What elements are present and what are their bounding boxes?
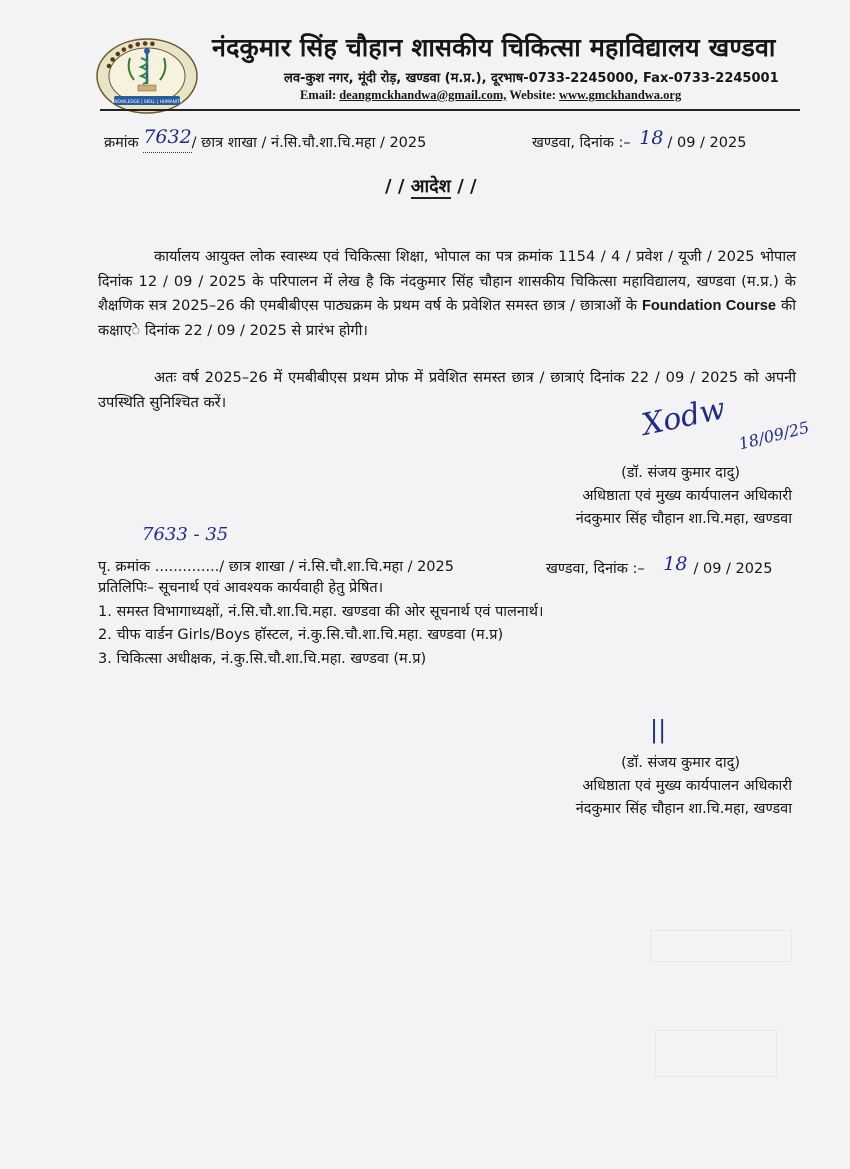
order-reference	[104, 126, 427, 153]
signatory-name: (डॉ. संजय कुमार दादु)	[621, 755, 740, 771]
copy-number-suffix: / छात्र शाखा / नं.सि.चौ.शा.चि.महा / 2025	[219, 559, 454, 575]
signature-block-2	[576, 752, 792, 821]
copy-reference	[98, 556, 454, 576]
list-item: 2. चीफ वार्डन Girls/Boys हॉस्टल, नं.कु.सि.चौ.शा.चि.महा. खण्डवा (म.प्र)	[98, 627, 504, 643]
signature-handwritten: Xodw	[638, 391, 729, 443]
copy-to-intro: प्रतिलिपिः– सूचनार्थ एवं आवश्यक कार्यवाही हेतु प्रेषित।	[98, 580, 384, 596]
copy-date	[546, 553, 773, 578]
order-date-handwritten: 18	[639, 127, 664, 149]
logo-motto: KNOWLEDGE | SKILL | HUMANITY	[111, 100, 183, 105]
para1-tail: की कक्षाएे दिनांक 22 / 09 / 2025 से प्रारंभ होगी।	[98, 297, 797, 339]
bleed-through-box	[650, 930, 792, 962]
para1-text: कार्यालय आयुक्त लोक स्वास्थ्य एवं चिकित्सा शिक्षा, भोपाल का पत्र क्रमांक 1154 / 4 / प्रवेश / यूजी / 2025 भोपाल दिनांक 12 / 09 / 2025 के परिपालन में लेख है कि नंदकुमार सिंह चौहान शासकीय चिकित्सा महाविद्यालय, खण्डवा (म.प्र.) के शैक्षणिक सत्र 2025–26 की एमबीबीएस पाठ्यक्रम के प्रथम वर्ष के प्रवेशित समस्त छात्र / छात्राओं के	[98, 248, 796, 314]
signatory-designation: अधिष्ठाता एवं मुख्य कार्यपालन अधिकारी	[582, 488, 792, 504]
heading-prefix: / /	[385, 176, 405, 197]
order-heading	[385, 174, 477, 198]
order-number-label: क्रमांक	[104, 135, 139, 151]
email-label: Email:	[300, 88, 337, 102]
copy-to-section	[98, 577, 543, 671]
website-label: Website:	[509, 88, 556, 102]
heading-title: आदेश	[410, 176, 451, 197]
website-link[interactable]: www.gmckhandwa.org	[559, 88, 682, 102]
letterhead-divider	[100, 109, 800, 111]
order-date	[532, 127, 747, 152]
order-date-suffix: / 09 / 2025	[667, 135, 747, 151]
signatory-institution: नंदकुमार सिंह चौहान शा.चि.महा, खण्डवा	[575, 801, 792, 817]
order-number-handwritten: 7632	[143, 126, 192, 148]
signature-date-handwritten: 18/09/25	[736, 417, 812, 454]
signatory-name: (डॉ. संजय कुमार दादु)	[621, 465, 740, 481]
order-number-field	[143, 126, 192, 153]
initial-mark-handwritten: ||	[650, 716, 667, 744]
copy-number-label: पृ. क्रमांक	[98, 559, 151, 575]
email-link[interactable]: deangmckhandwa@gmail.com,	[339, 88, 507, 102]
copy-date-label: खण्डवा, दिनांक :–	[546, 561, 645, 577]
list-item: 3. चिकित्सा अधीक्षक, नं.कु.सि.चौ.शा.चि.महा. खण्डवा (म.प्र)	[98, 650, 427, 667]
copy-number-blank: ..............	[154, 559, 220, 575]
copy-date-suffix: / 09 / 2025	[693, 561, 773, 577]
body-paragraph-1	[98, 245, 796, 343]
institution-address: लव-कुश नगर, मूंदी रोड़, खण्डवा (म.प्र.), दूरभाष-0733-2245000, Fax-0733-2245001	[284, 71, 779, 86]
contact-line	[300, 88, 681, 103]
list-item: 1. समस्त विभागाध्यक्षों, नं.सि.चौ.शा.चि.महा. खण्डवा की ओर सूचनार्थ एवं पालनार्थ।	[98, 603, 544, 620]
svg-text:● ● ● ● ● ● ● ●: ● ● ● ● ● ● ● ●	[104, 39, 156, 70]
signatory-designation: अधिष्ठाता एवं मुख्य कार्यपालन अधिकारी	[582, 778, 792, 794]
signatory-institution: नंदकुमार सिंह चौहान शा.चि.महा, खण्डवा	[575, 511, 792, 527]
signature-block-1	[576, 462, 792, 531]
bleed-through-box	[655, 1030, 777, 1077]
heading-suffix: / /	[457, 176, 477, 197]
copy-number-handwritten: 7633 - 35	[142, 524, 229, 545]
college-logo	[94, 36, 200, 116]
copy-date-handwritten: 18	[663, 553, 688, 575]
para2-text: अतः वर्ष 2025–26 में एमबीबीएस प्रथम प्रोफ में प्रवेशित समस्त छात्र / छात्राएं दिनांक 22 / 09 / 2025 को अपनी उपस्थिति सुनिश्चित करें।	[98, 369, 796, 411]
institution-title: नंदकुमार सिंह चौहान शासकीय चिकित्सा महाविद्यालय खण्डवा	[212, 33, 776, 62]
order-date-label: खण्डवा, दिनांक :–	[532, 135, 631, 151]
para1-bold: Foundation Course	[641, 298, 777, 314]
order-number-suffix: / छात्र शाखा / नं.सि.चौ.शा.चि.महा / 2025	[191, 135, 427, 151]
